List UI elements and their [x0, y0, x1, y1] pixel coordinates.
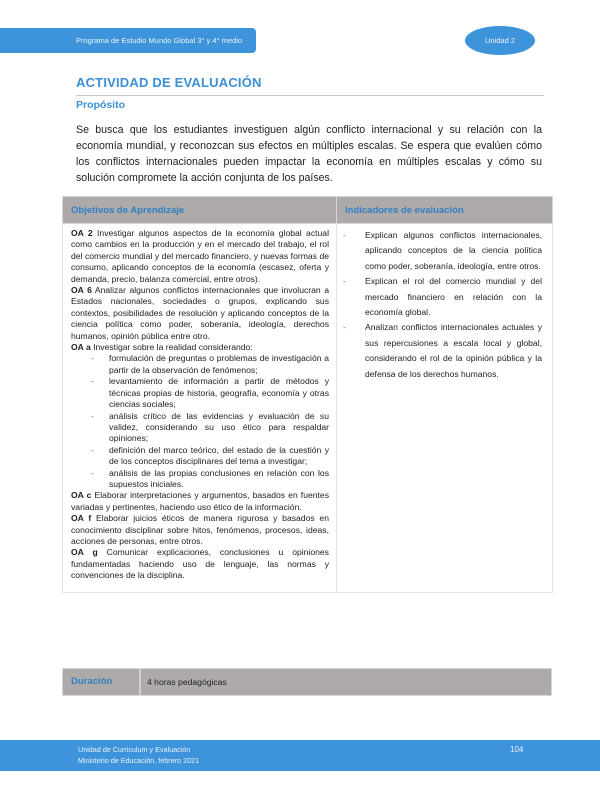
unit-badge — [465, 26, 535, 55]
list-item: - Explican algunos conflictos internacionales, aplicando conceptos de la ciencia política como poder, soberanía, ideología, entre otros. — [343, 228, 542, 274]
objective-text: Elaborar juicios éticos de manera rigurosa y basados en conocimiento disciplinar sobre hitos, fenómenos, procesos, ideas, acciones de personas, entre otros. — [71, 513, 329, 546]
list-item: - formulación de preguntas o problemas de investigación a partir de la observación de fenómenos; — [91, 353, 329, 376]
objective-text: Analizar algunos conflictos internacionales que involucran a Estados nacionales, sociedades o grupos, explicando sus contextos, posibilidades de resolución y aplicando conceptos de la ciencia política como poder, soberanía, ideología, derechos humanos, opinión pública entre otro. — [71, 285, 329, 341]
objective-oa2 — [71, 228, 329, 285]
duration-value: 4 horas pedagógicas — [147, 677, 227, 687]
list-item: - análisis crítico de las evidencias y evaluación de su validez, considerando su uso ético para respaldar opiniones; — [91, 411, 329, 445]
header-indicators: Indicadores de evaluación — [337, 197, 553, 224]
objective-code: OA c — [71, 490, 92, 501]
objective-oa6 — [71, 285, 329, 342]
indicators-list — [343, 228, 542, 382]
objective-text: Investigar sobre la realidad considerando: — [90, 342, 253, 353]
indicators-cell — [337, 224, 553, 593]
footer-unit: Unidad de Curriculum y Evaluación — [78, 745, 191, 754]
program-title: Programa de Estudio Mundo Global 3° y 4° medio — [76, 36, 243, 45]
objective-code: OA 6 — [71, 285, 92, 296]
page-number: 104 — [510, 745, 524, 754]
list-item: - definición del marco teórico, del estado de la cuestión y de los conceptos disciplinares del tema a investigar; — [91, 445, 329, 468]
list-item: - análisis de las propias conclusiones en relación con los supuestos iniciales. — [91, 468, 329, 491]
objective-code: OA f — [71, 513, 92, 524]
list-item: - levantamiento de información a partir de métodos y técnicas propias de historia, geografía, economía y otras ciencias sociales; — [91, 376, 329, 410]
purpose-heading: Propósito — [76, 99, 125, 111]
footer — [0, 740, 600, 771]
footer-ministry: Ministerio de Educación, febrero 2021 — [78, 756, 200, 765]
evaluation-table — [62, 196, 553, 593]
duration-row — [62, 668, 552, 696]
objective-code: OA g — [71, 547, 98, 558]
objective-text: Investigar algunos aspectos de la economía global actual como cambios en la producción y en el mercado del trabajo, el rol del comercio mundial y del mercado financiero, y nuevas formas de consumo, aplicando conceptos de la economía (escasez, oferta y demanda, precio, balanza comercial, entre otros). — [71, 228, 329, 284]
objective-oag — [71, 547, 329, 581]
objective-oac — [71, 490, 329, 513]
table-header-row — [63, 197, 553, 224]
unit-label: Unidad 2 — [484, 36, 516, 45]
purpose-text: Se busca que los estudiantes investiguen algún conflicto internacional y su relación con la economía mundial, y reconozcan sus efectos en múltiples escalas. Se espera que evalúen cómo los conflictos internacionales pueden impactar la economía en múltiples escalas y cómo su solución compromete la acción conjunta de los países. — [76, 124, 542, 184]
objectives-cell — [63, 224, 337, 593]
table-row — [63, 224, 553, 593]
objective-code: OA 2 — [71, 228, 93, 238]
objective-text: Elaborar interpretaciones y argumentos, basados en fuentes variadas y pertinentes, haciendo uso ético de la información. — [71, 490, 329, 512]
objective-text: Comunicar explicaciones, conclusiones u opiniones fundamentadas haciendo uso de lenguaje, las normas y convenciones de la disciplina. — [71, 547, 329, 581]
list-item: - Explican el rol del comercio mundial y del mercado financiero en relación con la economía global. — [343, 274, 542, 320]
objective-code: OA a — [71, 342, 91, 353]
page-title: ACTIVIDAD DE EVALUACIÓN — [76, 75, 544, 96]
program-title-bar — [0, 28, 256, 53]
list-item: - Analizan conflictos internacionales actuales y sus repercusiones a escala local y global, considerando el rol de la opinión pública y la defensa de los derechos humanos. — [343, 320, 542, 382]
investigation-steps-list — [71, 353, 329, 490]
objective-oaa — [71, 342, 329, 353]
header-objectives: Objetivos de Aprendizaje — [63, 197, 337, 224]
duration-label: Duración — [63, 669, 141, 695]
objective-oaf — [71, 513, 329, 547]
